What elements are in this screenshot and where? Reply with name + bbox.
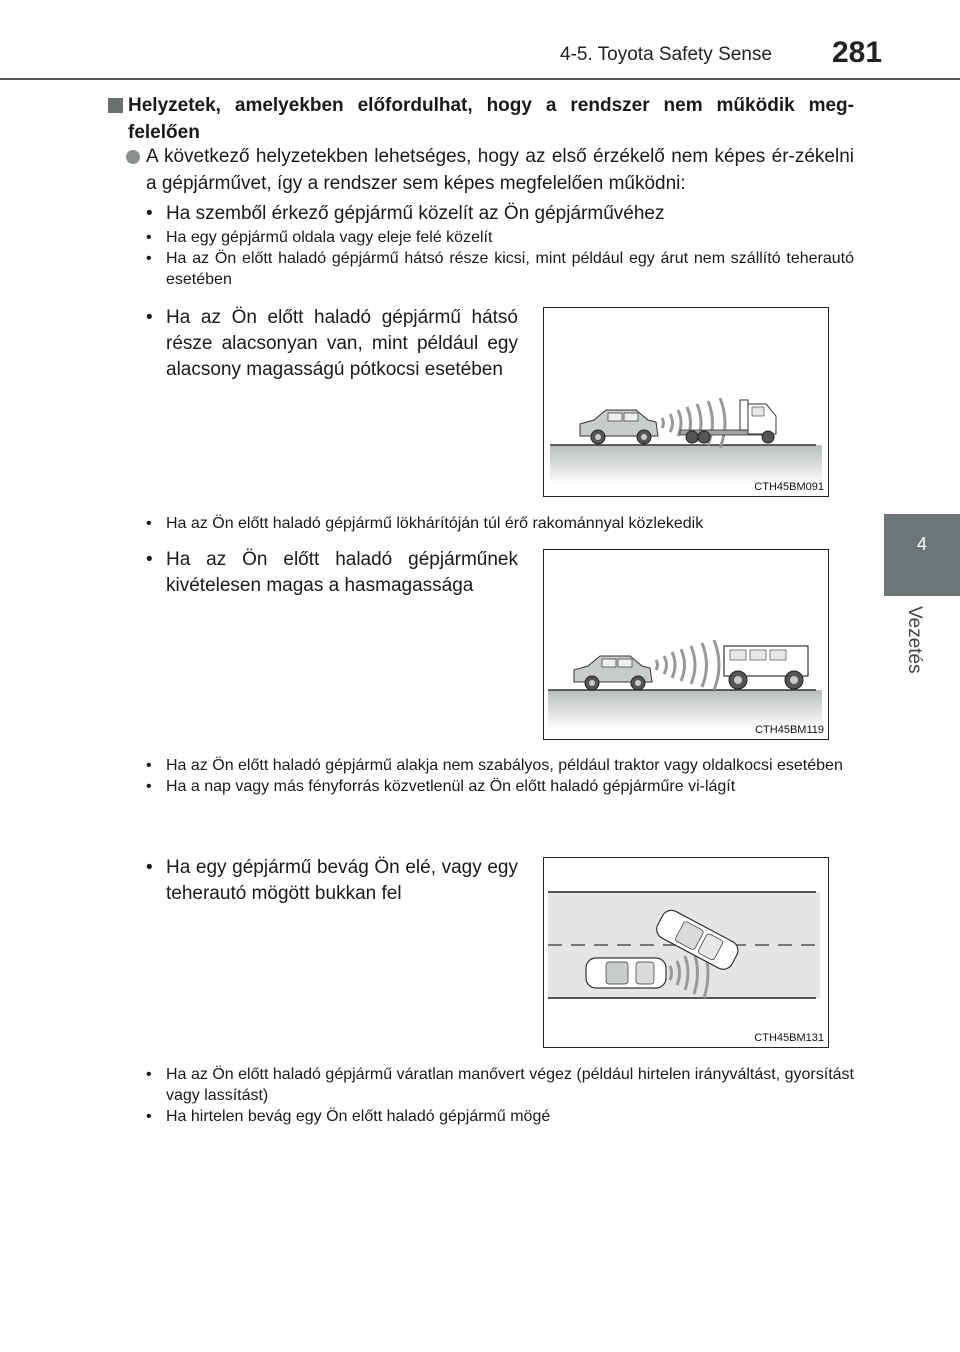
fig2-text <box>146 547 518 599</box>
list-item: • Ha az Ön előtt haladó gépjármű hátsó része alacsonyan van, mint például egy alacsony magasságú pótkocsi esetében <box>146 305 518 383</box>
chapter-name: Vezetés <box>904 606 925 674</box>
list-item: • Ha az Ön előtt haladó gépjármű alakja nem szabályos, például traktor vagy oldalkocsi esetében <box>146 755 854 776</box>
bullet-dot-icon <box>126 150 140 164</box>
page-number: 281 <box>832 36 883 69</box>
list-item: • Ha a nap vagy más fényforrás közvetlenül az Ön előtt haladó gépjárműre vi-lágít <box>146 776 854 797</box>
list-item: • Ha szemből érkező gépjármű közelít az Ön gépjárművéhez <box>146 201 854 227</box>
trailer-illustration <box>544 308 828 496</box>
list-item: • Ha egy gépjármű oldala vagy eleje felé közelít <box>146 227 854 248</box>
list-item: • Ha az Ön előtt haladó gépjármű hátsó része kicsi, mint például egy árut nem szállító teherautó esetében <box>146 248 854 290</box>
list-item: • Ha az Ön előtt haladó gépjárműnek kivételesen magas a hasmagassága <box>146 547 518 599</box>
bullet-list-3-small <box>146 755 854 797</box>
fig3-text <box>146 855 518 907</box>
figure-trailer <box>543 307 829 497</box>
list-item: • Ha az Ön előtt haladó gépjármű lökhárítóján túl érő rakománnyal közlekedik <box>146 513 854 534</box>
figure-high-clearance <box>543 549 829 740</box>
bullet-list-4-small <box>146 1064 854 1127</box>
heading-square-icon <box>108 98 123 113</box>
chapter-tab <box>884 514 960 596</box>
list-item: • Ha egy gépjármű bevág Ön elé, vagy egy teherautó mögött bukkan fel <box>146 855 518 907</box>
bullet-list-1-small <box>146 227 854 290</box>
bullet-list-2-small <box>146 513 854 534</box>
cut-in-illustration <box>544 858 828 1047</box>
section-heading: Helyzetek, amelyekben előfordulhat, hogy a rendszer nem működik meg-felelően <box>128 95 854 143</box>
intro-text: A következő helyzetekben lehetséges, hogy az első érzékelő nem képes ér-zékelni a gépjárművet, így a rendszer sem képes megfelelően működni: <box>146 146 854 194</box>
high-clearance-illustration <box>544 550 828 739</box>
fig1-text <box>146 305 518 383</box>
figure-caption: CTH45BM091 <box>754 481 824 493</box>
figure-caption: CTH45BM119 <box>755 724 824 736</box>
bullet-list-1-big <box>146 201 854 227</box>
figure-caption: CTH45BM131 <box>754 1032 824 1044</box>
list-item: • Ha az Ön előtt haladó gépjármű váratlan manővert végez (például hirtelen irányváltást, gyorsítást vagy lassítást) <box>146 1064 854 1106</box>
header-divider <box>0 78 960 80</box>
chapter-number: 4 <box>916 534 927 554</box>
figure-cut-in <box>543 857 829 1048</box>
list-item: • Ha hirtelen bevág egy Ön előtt haladó gépjármű mögé <box>146 1106 854 1127</box>
section-title: 4-5. Toyota Safety Sense <box>560 44 772 65</box>
